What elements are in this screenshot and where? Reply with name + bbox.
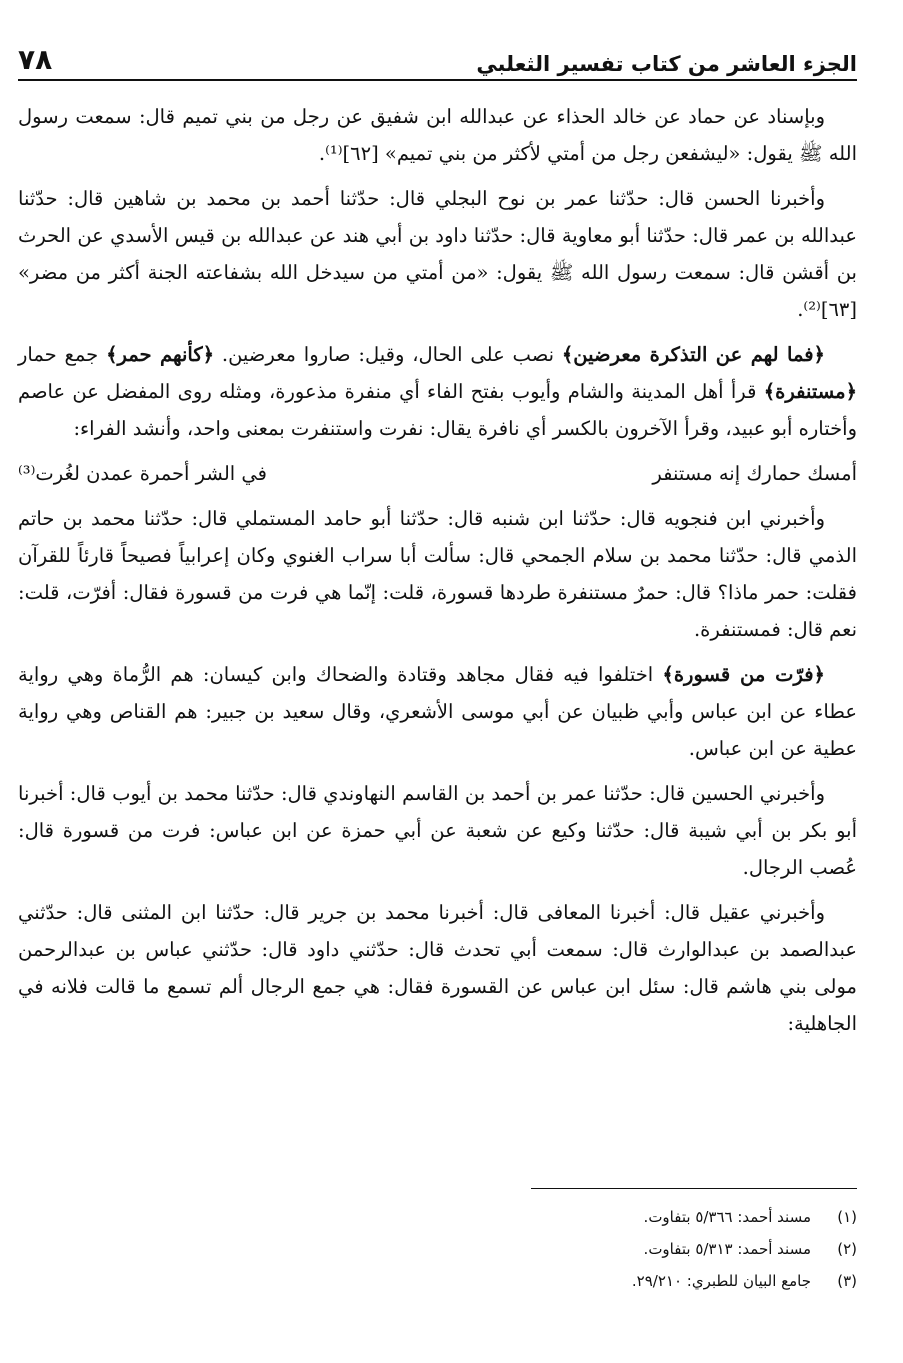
- footnote-number: (١): [837, 1208, 857, 1226]
- footnote-text: جامع البيان للطبري: ٢٩/٢١٠.: [631, 1272, 811, 1290]
- main-text: [18, 98, 857, 1050]
- commentary-text: جمع حمار: [18, 343, 107, 366]
- paragraph-7: وأخبرني عقيل قال: أخبرنا المعافى قال: أخبرنا محمد بن جرير قال: حدّثنا ابن المثنى قال: حدّثني عبدالصمد بن عبدالوارث قال: سمعت أبي تحدث قال: حدّثني داود قال: حدّثني عباس بن عبدالرحمن مولى بني هاشم قال: سئل ابن عباس عن القسورة فقال: هي جمع الرجال ألم تسمع ما قالت فلانه في الجاهلية:: [18, 901, 857, 1035]
- commentary-text: نصب على الحال، وقيل: صاروا معرضين.: [214, 343, 562, 366]
- commentary-text: اختلفوا فيه فقال مجاهد وقتادة والضحاك وابن كيسان: هم الرُّماة وهي رواية عطاء عن ابن عباس وأبي ظبيان عن أبي موسى الأشعري، وقال سعيد بن جبير: هم القناص وهي رواية عطية عن ابن عباس.: [18, 663, 857, 760]
- commentary-text: قرأ أهل المدينة والشام وأيوب بفتح الفاء أي منفرة مذعورة، ومثله روى المفضل عن عاصم وأختاره أبو عبيد، وقرأ الآخرون بالكسر أي نافرة يقال: نفرت واستنفرت بمعنى واحد، وأنشد الفراء:: [18, 380, 857, 440]
- quran-quote: ﴿مستنفرة﴾: [763, 380, 857, 403]
- poem-second-hemistich: في الشر أحمرة عمدن لغُرت⁽³⁾: [18, 462, 267, 485]
- running-title: الجزء العاشر من كتاب تفسير الثعلبي: [476, 52, 857, 76]
- page-header: [18, 34, 857, 76]
- paragraph-2: وأخبرنا الحسن قال: حدّثنا عمر بن نوح البجلي قال: حدّثنا أحمد بن محمد بن شاهين قال: حدّثنا عبدالله بن عمر قال: حدّثنا أبو معاوية قال: حدّثنا داود بن أبي هند عن عبدالله بن قيس الأسدي عن الحرث بن أقشن قال: سمعت رسول الله ﷺ يقول: «من أمتي من سيدخل الله بشفاعته الجنة أكثر من مضر» [٦٣]⁽²⁾.: [18, 187, 857, 321]
- paragraph-3: [18, 336, 857, 447]
- paragraph-4: وأخبرني ابن فنجويه قال: حدّثنا ابن شنبه قال: حدّثنا أبو حامد المستملي قال: حدّثنا محمد بن حاتم الذمي قال: حدّثنا محمد بن سلام الجمحي قال: سألت أبا سراب الغنوي وكان إعرابياً فصيحاً قارئاً للقرآن فقلت: حمر ماذا؟ قال: حمرٌ مستنفرة طردها قسورة، قلت: إنّما هي فرت من قسورة فقال: أفرّت، قلت: نعم قال: فمستنفرة.: [18, 507, 857, 641]
- footnotes: [18, 1201, 857, 1297]
- paragraph-6: وأخبرني الحسين قال: حدّثنا عمر بن أحمد بن القاسم النهاوندي قال: حدّثنا محمد بن أيوب قال: أخبرنا أبو بكر بن أبي شيبة قال: حدّثنا وكيع عن شعبة عن أبي حمزة عن ابن عباس: فرت من قسورة قال: عُصب الرجال.: [18, 782, 857, 879]
- page-number: ٧٨: [18, 43, 53, 76]
- poem-verse: [18, 455, 857, 492]
- footnote: [18, 1233, 857, 1265]
- header-rule: [18, 79, 857, 81]
- footnote-rule: [531, 1188, 857, 1189]
- poem-first-hemistich: أمسك حمارك إنه مستنفر: [652, 462, 857, 485]
- footnote: [18, 1201, 857, 1233]
- footnote: [18, 1265, 857, 1297]
- quran-quote: ﴿فما لهم عن التذكرة معرضين﴾: [561, 343, 825, 366]
- footnote-text: مسند أحمد: ٥/٣٦٦ بتفاوت.: [643, 1208, 811, 1226]
- quran-quote: ﴿فرّت من قسورة﴾: [662, 663, 825, 686]
- paragraph-1: وبإسناد عن حماد عن خالد الحذاء عن عبدالله ابن شفيق عن رجل من بني تميم قال: سمعت رسول الله ﷺ يقول: «ليشفعن رجل من أمتي لأكثر من بني تميم» [٦٢]⁽¹⁾.: [18, 105, 857, 165]
- footnote-number: (٣): [837, 1272, 857, 1290]
- footnote-number: (٢): [837, 1240, 857, 1258]
- quran-quote: ﴿كأنهم حمر﴾: [106, 343, 215, 366]
- footnote-text: مسند أحمد: ٥/٣١٣ بتفاوت.: [643, 1240, 811, 1258]
- paragraph-5: [18, 656, 857, 767]
